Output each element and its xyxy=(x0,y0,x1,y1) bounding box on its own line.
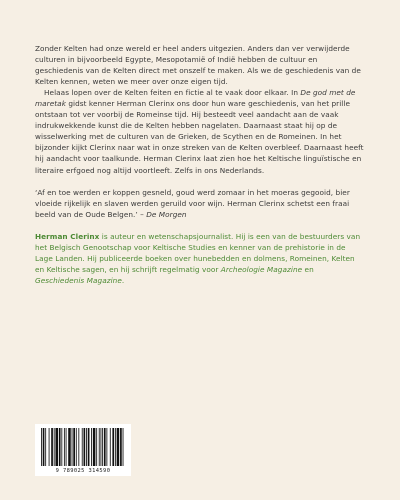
isbn-number: 9 789025 314590 xyxy=(55,468,111,474)
intro-paragraph-1: Zonder Kelten had onze wereld er heel anders uitgezien. Anders dan ver verwijderde culturen in bijvoorbeeld Egypte, Mesopotamië of Indië hebben de cultuur en geschiedenis van de Kelten direct met onszelf te maken. Als we de geschiedenis van de Kelten kennen, weten we meer over onze eigen tijd. xyxy=(35,44,361,87)
bio-part-3: . xyxy=(121,275,125,285)
quote-source: De Morgen xyxy=(146,209,187,219)
book-title: De god met de maretak xyxy=(35,88,356,109)
bio-part-1: is auteur en wetenschapsjournalist. Hij is een van de bestuurders van het Belgisch Genootschap voor Keltische Studies en kenner van de prehistorie in de Lage Landen. Hij publiceerde boeken over hunebedden en dolmens, Romeinen, Kelten en Keltische sagen, en hij schrijft regelmatig voor xyxy=(35,231,361,274)
quote-text: ‘Af en toe werden er koppen gesneld, goud werd zomaar in het moeras gegooid, bier vloeide rijkelijk en slaven werden geruild voor wijn. Herman Clerinx schetst een fraai beeld van de Oude Belgen.’ – xyxy=(35,187,350,219)
intro-paragraph-2 xyxy=(35,87,365,175)
blurb-text xyxy=(35,43,365,286)
intro-p2-after: gidst kenner Herman Clerinx ons door hun ware geschiedenis, van het prille ontstaan tot ver voorbij de Romeinse tijd. Hij besteedt veel aandacht aan de vaak indrukwekkende kunst die de Kelten hebben nagelaten. Daarnaast staat hij op de wisselwerking met de culturen van de Grieken, de Scythen en de Romeinen. In het bijzonder kijkt Clerinx naar wat in onze streken van de Kelten overbleef. Daarnaast heeft hij aandacht voor taalkunde. Herman Clerinx laat zien hoe het Keltische linguïstische en literaire erfgoed nog altijd voortleeft. Zelfs in ons Nederlands. xyxy=(35,99,364,175)
author-bio xyxy=(35,231,365,286)
barcode-label xyxy=(35,424,131,476)
magazine-1: Archeologie Magazine xyxy=(220,264,303,274)
review-quote xyxy=(35,187,365,220)
bio-part-2: en xyxy=(302,264,314,274)
barcode-icon xyxy=(39,428,127,468)
magazine-2: Geschiedenis Magazine xyxy=(35,275,122,285)
intro-p2-before: Helaas lopen over de Kelten feiten en fictie al te vaak door elkaar. In xyxy=(44,88,301,98)
author-name: Herman Clerinx xyxy=(35,231,100,241)
